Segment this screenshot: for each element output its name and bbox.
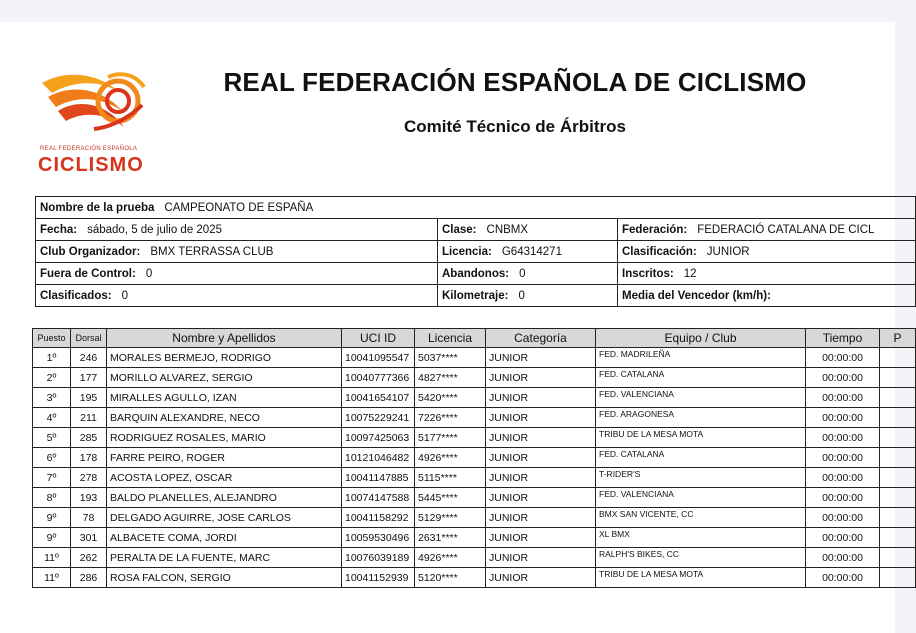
- nombre-cell: MIRALLES AGULLO, IZAN: [107, 388, 342, 408]
- inscritos-cell: [618, 263, 916, 285]
- info-label: Licencia:: [442, 245, 492, 258]
- licencia-cell: 5177****: [415, 428, 486, 448]
- clasificados-cell: [36, 285, 438, 307]
- licencia-cell: 5129****: [415, 508, 486, 528]
- race-info-table: [35, 196, 916, 307]
- licencia-cell: 2631****: [415, 528, 486, 548]
- tiempo-cell: 00:00:00: [806, 448, 880, 468]
- categoria-cell: JUNIOR: [486, 388, 596, 408]
- info-label: Clase:: [442, 223, 477, 236]
- p-cell: [880, 408, 916, 428]
- info-label: Fuera de Control:: [40, 267, 136, 280]
- equipo-cell: T-RIDER'S: [596, 468, 806, 488]
- licencia-cell: 5420****: [415, 388, 486, 408]
- dorsal-cell: 262: [71, 548, 107, 568]
- col-header-tiempo: Tiempo: [806, 329, 880, 348]
- info-value: 0: [519, 267, 526, 280]
- p-cell: [880, 528, 916, 548]
- info-row: [36, 241, 916, 263]
- col-header-dorsal: Dorsal: [71, 329, 107, 348]
- puesto-cell: 6º: [33, 448, 71, 468]
- dorsal-cell: 78: [71, 508, 107, 528]
- nombre-cell: ALBACETE COMA, JORDI: [107, 528, 342, 548]
- page-title: REAL FEDERACIÓN ESPAÑOLA DE CICLISMO: [223, 67, 807, 97]
- nombre-cell: FARRE PEIRO, ROGER: [107, 448, 342, 468]
- result-row: [33, 468, 916, 488]
- dorsal-cell: 177: [71, 368, 107, 388]
- equipo-cell: FED. MADRILEÑA: [596, 348, 806, 368]
- tiempo-cell: 00:00:00: [806, 568, 880, 588]
- licencia-cell: 5120****: [415, 568, 486, 588]
- col-header-p: P: [880, 329, 916, 348]
- info-row: [36, 197, 916, 219]
- categoria-cell: JUNIOR: [486, 448, 596, 468]
- nombre-prueba-cell: [36, 197, 916, 219]
- equipo-cell: TRIBU DE LA MESA MOTA: [596, 428, 806, 448]
- info-label: Federación:: [622, 223, 688, 236]
- p-cell: [880, 568, 916, 588]
- tiempo-cell: 00:00:00: [806, 408, 880, 428]
- info-label: Media del Vencedor (km/h):: [622, 289, 771, 302]
- info-value: 12: [683, 267, 697, 280]
- equipo-cell: BMX SAN VICENTE, CC: [596, 508, 806, 528]
- puesto-cell: 1º: [33, 348, 71, 368]
- nombre-cell: MORILLO ALVAREZ, SERGIO: [107, 368, 342, 388]
- result-row: [33, 408, 916, 428]
- dorsal-cell: 285: [71, 428, 107, 448]
- equipo-cell: TRIBU DE LA MESA MOTA: [596, 568, 806, 588]
- p-cell: [880, 508, 916, 528]
- puesto-cell: 9º: [33, 528, 71, 548]
- tiempo-cell: 00:00:00: [806, 348, 880, 368]
- info-label: Clasificados:: [40, 289, 112, 302]
- result-row: [33, 448, 916, 468]
- result-row: [33, 348, 916, 368]
- p-cell: [880, 388, 916, 408]
- info-label: Clasificación:: [622, 245, 697, 258]
- result-row: [33, 508, 916, 528]
- equipo-cell: FED. ARAGONESA: [596, 408, 806, 428]
- licencia-cell: [438, 241, 618, 263]
- uci-id-cell: 10121046482: [342, 448, 415, 468]
- results-table: [32, 328, 916, 588]
- logo-big-text: CICLISMO: [38, 154, 144, 176]
- dorsal-cell: 193: [71, 488, 107, 508]
- puesto-cell: 3º: [33, 388, 71, 408]
- kilometraje-cell: [438, 285, 618, 307]
- uci-id-cell: 10041147885: [342, 468, 415, 488]
- cyclist-swoosh-icon: [38, 67, 150, 147]
- uci-id-cell: 10074147588: [342, 488, 415, 508]
- col-header-categoria: Categoría: [486, 329, 596, 348]
- puesto-cell: 4º: [33, 408, 71, 428]
- tiempo-cell: 00:00:00: [806, 488, 880, 508]
- info-label: Abandonos:: [442, 267, 510, 280]
- licencia-cell: 5037****: [415, 348, 486, 368]
- nombre-cell: PERALTA DE LA FUENTE, MARC: [107, 548, 342, 568]
- tiempo-cell: 00:00:00: [806, 388, 880, 408]
- tiempo-cell: 00:00:00: [806, 528, 880, 548]
- nombre-cell: ROSA FALCON, SERGIO: [107, 568, 342, 588]
- equipo-cell: FED. CATALANA: [596, 448, 806, 468]
- info-value: BMX TERRASSA CLUB: [150, 245, 274, 258]
- uci-id-cell: 10076039189: [342, 548, 415, 568]
- result-row: [33, 528, 916, 548]
- abandonos-cell: [438, 263, 618, 285]
- equipo-cell: FED. VALENCIANA: [596, 388, 806, 408]
- document-page: [0, 22, 902, 633]
- categoria-cell: JUNIOR: [486, 368, 596, 388]
- dorsal-cell: 211: [71, 408, 107, 428]
- tiempo-cell: 00:00:00: [806, 468, 880, 488]
- col-header-licencia: Licencia: [415, 329, 486, 348]
- info-value: FEDERACIÓ CATALANA DE CICL: [697, 223, 875, 236]
- p-cell: [880, 468, 916, 488]
- categoria-cell: JUNIOR: [486, 568, 596, 588]
- result-row: [33, 388, 916, 408]
- puesto-cell: 5º: [33, 428, 71, 448]
- categoria-cell: JUNIOR: [486, 548, 596, 568]
- nombre-cell: RODRIGUEZ ROSALES, MARIO: [107, 428, 342, 448]
- categoria-cell: JUNIOR: [486, 408, 596, 428]
- info-value: JUNIOR: [706, 245, 750, 258]
- result-row: [33, 548, 916, 568]
- categoria-cell: JUNIOR: [486, 488, 596, 508]
- uci-id-cell: 10041158292: [342, 508, 415, 528]
- col-header-equipo: Equipo / Club: [596, 329, 806, 348]
- col-header-uci-id: UCI ID: [342, 329, 415, 348]
- info-value: sábado, 5 de julio de 2025: [87, 223, 222, 236]
- categoria-cell: JUNIOR: [486, 428, 596, 448]
- info-value: 0: [518, 289, 525, 302]
- equipo-cell: XL BMX: [596, 528, 806, 548]
- info-value: 0: [121, 289, 128, 302]
- info-value: CNBMX: [486, 223, 529, 236]
- clase-cell: [438, 219, 618, 241]
- page-subtitle: Comité Técnico de Árbitros: [404, 117, 626, 136]
- dorsal-cell: 286: [71, 568, 107, 588]
- p-cell: [880, 348, 916, 368]
- p-cell: [880, 368, 916, 388]
- result-row: [33, 568, 916, 588]
- col-header-puesto: Puesto: [33, 329, 71, 348]
- media-vencedor-cell: [618, 285, 916, 307]
- p-cell: [880, 428, 916, 448]
- info-row: [36, 219, 916, 241]
- dorsal-cell: 301: [71, 528, 107, 548]
- uci-id-cell: 10059530496: [342, 528, 415, 548]
- p-cell: [880, 488, 916, 508]
- p-cell: [880, 548, 916, 568]
- logo-small-text: REAL FEDERACIÓN ESPAÑOLA: [40, 146, 138, 152]
- puesto-cell: 11º: [33, 548, 71, 568]
- puesto-cell: 7º: [33, 468, 71, 488]
- categoria-cell: JUNIOR: [486, 348, 596, 368]
- puesto-cell: 9º: [33, 508, 71, 528]
- info-row: [36, 285, 916, 307]
- rfec-logo: [38, 67, 150, 177]
- fecha-cell: [36, 219, 438, 241]
- categoria-cell: JUNIOR: [486, 528, 596, 548]
- nombre-cell: ACOSTA LOPEZ, OSCAR: [107, 468, 342, 488]
- info-row: [36, 263, 916, 285]
- puesto-cell: 2º: [33, 368, 71, 388]
- licencia-cell: 5445****: [415, 488, 486, 508]
- uci-id-cell: 10075229241: [342, 408, 415, 428]
- club-cell: [36, 241, 438, 263]
- uci-id-cell: 10097425063: [342, 428, 415, 448]
- dorsal-cell: 178: [71, 448, 107, 468]
- licencia-cell: 4827****: [415, 368, 486, 388]
- uci-id-cell: 10041654107: [342, 388, 415, 408]
- puesto-cell: 8º: [33, 488, 71, 508]
- tiempo-cell: 00:00:00: [806, 428, 880, 448]
- nombre-cell: BALDO PLANELLES, ALEJANDRO: [107, 488, 342, 508]
- uci-id-cell: 10040777366: [342, 368, 415, 388]
- categoria-cell: JUNIOR: [486, 508, 596, 528]
- dorsal-cell: 246: [71, 348, 107, 368]
- fuera-control-cell: [36, 263, 438, 285]
- info-value: 0: [145, 267, 153, 280]
- result-row: [33, 488, 916, 508]
- licencia-cell: 7226****: [415, 408, 486, 428]
- info-label: Nombre de la prueba: [40, 201, 155, 214]
- licencia-cell: 5115****: [415, 468, 486, 488]
- puesto-cell: 11º: [33, 568, 71, 588]
- result-row: [33, 368, 916, 388]
- info-label: Kilometraje:: [442, 289, 509, 302]
- equipo-cell: FED. VALENCIANA: [596, 488, 806, 508]
- tiempo-cell: 00:00:00: [806, 508, 880, 528]
- dorsal-cell: 195: [71, 388, 107, 408]
- uci-id-cell: 10041095547: [342, 348, 415, 368]
- tiempo-cell: 00:00:00: [806, 548, 880, 568]
- nombre-cell: MORALES BERMEJO, RODRIGO: [107, 348, 342, 368]
- info-label: Fecha:: [40, 223, 78, 236]
- col-header-nombre: Nombre y Apellidos: [107, 329, 342, 348]
- equipo-cell: FED. CATALANA: [596, 368, 806, 388]
- info-value: CAMPEONATO DE ESPAÑA: [164, 201, 314, 214]
- tiempo-cell: 00:00:00: [806, 368, 880, 388]
- dorsal-cell: 278: [71, 468, 107, 488]
- licencia-cell: 4926****: [415, 548, 486, 568]
- licencia-cell: 4926****: [415, 448, 486, 468]
- equipo-cell: RALPH'S BIKES, CC: [596, 548, 806, 568]
- info-label: Inscritos:: [622, 267, 674, 280]
- info-value: G64314271: [501, 245, 562, 258]
- federacion-cell: [618, 219, 916, 241]
- results-header-row: [33, 329, 916, 348]
- nombre-cell: DELGADO AGUIRRE, JOSE CARLOS: [107, 508, 342, 528]
- nombre-cell: BARQUIN ALEXANDRE, NECO: [107, 408, 342, 428]
- clasificacion-cell: [618, 241, 916, 263]
- categoria-cell: JUNIOR: [486, 468, 596, 488]
- result-row: [33, 428, 916, 448]
- info-label: Club Organizador:: [40, 245, 141, 258]
- uci-id-cell: 10041152939: [342, 568, 415, 588]
- p-cell: [880, 448, 916, 468]
